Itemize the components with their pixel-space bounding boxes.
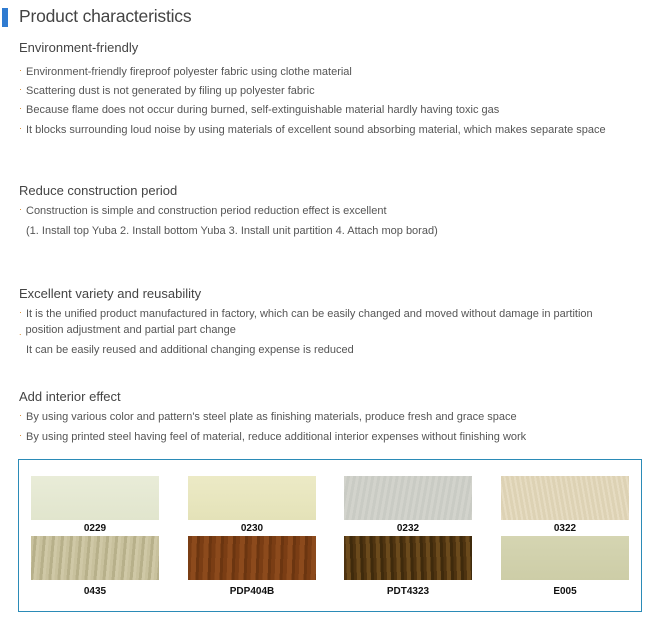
list-item: · Scattering dust is not generated by filing up polyester fabric	[19, 84, 315, 97]
swatch-code: 0322	[553, 523, 577, 534]
list-item: · Environment-friendly fireproof polyester fabric using clothe material	[19, 65, 352, 78]
bullet-dot-icon: ·	[19, 307, 22, 317]
swatch-0229	[31, 476, 159, 520]
list-item: It can be easily reused and additional changing expense is reduced	[26, 344, 354, 356]
swatch-0322	[501, 476, 629, 520]
page-title: Product characteristics	[19, 6, 192, 26]
bullet-dot-icon: ·	[19, 204, 22, 214]
list-item: · Because flame does not occur during burned, self-extinguishable material hardly having toxic gas	[19, 103, 500, 116]
list-item: · By using various color and pattern's steel plate as finishing materials, produce fresh and grace space	[19, 410, 517, 423]
title-accent-bar	[2, 8, 8, 27]
list-item: . position adjustment and partial part change	[19, 324, 236, 337]
bullet-dot-icon: ·	[19, 103, 22, 113]
swatch-0230	[188, 476, 316, 520]
swatch-code: E005	[553, 586, 577, 597]
list-item: · It blocks surrounding loud noise by using materials of excellent sound absorbing material, which makes separate space	[19, 123, 606, 136]
swatch-code: PDP404B	[229, 586, 275, 597]
section-heading-variety: Excellent variety and reusability	[19, 286, 202, 301]
swatch-pdp404b	[188, 536, 316, 580]
section-heading-environment: Environment-friendly	[19, 40, 139, 55]
swatch-0435	[31, 536, 159, 580]
finish-swatch-panel	[18, 459, 642, 612]
swatch-pdt4323	[344, 536, 472, 580]
list-item: · It is the unified product manufactured in factory, which can be easily changed and moved without damage in partition	[19, 307, 593, 320]
bullet-dot-icon: ·	[19, 430, 22, 440]
swatch-code: 0230	[240, 523, 264, 534]
swatch-code: 0229	[83, 523, 107, 534]
bullet-dot-icon: .	[19, 327, 22, 337]
swatch-code: 0232	[396, 523, 420, 534]
swatch-code: PDT4323	[386, 586, 430, 597]
swatch-0232	[344, 476, 472, 520]
list-item: · By using printed steel having feel of material, reduce additional interior expenses without finishing work	[19, 430, 527, 443]
bullet-dot-icon: ·	[19, 65, 22, 75]
list-item: (1. Install top Yuba 2. Install bottom Yuba 3. Install unit partition 4. Attach mop borad)	[26, 225, 438, 237]
swatch-code: 0435	[83, 586, 107, 597]
bullet-dot-icon: ·	[19, 84, 22, 94]
list-item: · Construction is simple and construction period reduction effect is excellent	[19, 204, 387, 217]
bullet-dot-icon: ·	[19, 123, 22, 133]
bullet-dot-icon: ·	[19, 410, 22, 420]
section-heading-construction: Reduce construction period	[19, 183, 178, 198]
swatch-e005	[501, 536, 629, 580]
section-heading-interior: Add interior effect	[19, 389, 121, 404]
